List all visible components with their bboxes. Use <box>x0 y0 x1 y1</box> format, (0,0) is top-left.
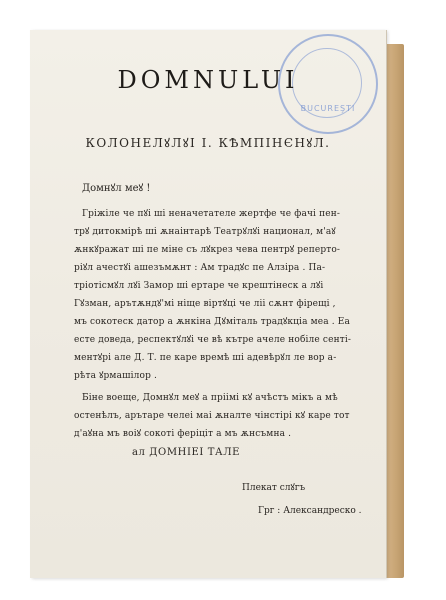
page-subtitle: КОЛОНЕЛꙋЛꙋІ І. КѢМПІНЄНꙋЛ. <box>85 136 331 150</box>
body-line: трꙋ дитокмірѣ ші ѫнаінтарѣ Театрꙋлꙋі национал, м'аꙋ <box>74 227 336 237</box>
body-line: остенѣлъ, арътаре челеі маі ѫналте чінстірі кꙋ каре тот <box>74 411 350 421</box>
body-line: Гріжіле че пꙋі ші неначетателе жертфе че фачі пен- <box>82 209 341 219</box>
body-line: ѫнкꙋражат ші пе міне съ лꙋкрез чева пентрꙋ реперто- <box>74 245 341 255</box>
body-line: ріꙋл ачестꙋі ашезъмѫнт : Ам традꙋс пе Алзіра . Па- <box>74 263 326 273</box>
signature-line-2: Грг : Александреско . <box>258 506 362 516</box>
body-line: Гꙋзман, арътѫндꙋ'мі ніще віртꙋці че ліі сѫнт фірещі , <box>74 299 336 309</box>
body-line: тріотісмꙋл лꙋі Замор ші ертаре че крештінеск а лꙋі <box>74 281 324 291</box>
book <box>30 30 400 578</box>
page-title: DOMNULUI <box>117 66 299 94</box>
body-line: рѣта ꙋрмашілор . <box>74 371 158 381</box>
document-page <box>30 30 386 578</box>
body-line: есте доведа, респектꙋлꙋі че вѣ кътре ачеле нобіле сенті- <box>74 335 352 345</box>
stamp-label: BUCUREŞTI <box>300 104 356 113</box>
body-line: ментꙋрі але Д. Т. пе каре времѣ ші адевѣрꙋл ле вор а- <box>74 353 337 363</box>
closing: ал ДОМНІЕІ ТАЛЕ <box>132 447 241 458</box>
body-line: мъ сокотеск датор а ѫнкіна Дꙋміталь традꙋкціа меа . Еа <box>74 317 351 327</box>
body-line: д'аꙋна мъ воіꙋ сокоті феріціт а мъ ѫнсъмна . <box>74 429 292 439</box>
body-line: Біне воеще, Домнꙋл меꙋ а пріімі кꙋ ачѣстъ мікъ а мѣ <box>82 393 338 403</box>
signature-line-1: Плекат слꙋгъ <box>242 483 306 493</box>
salutation: Домнꙋл меꙋ ! <box>82 183 151 194</box>
